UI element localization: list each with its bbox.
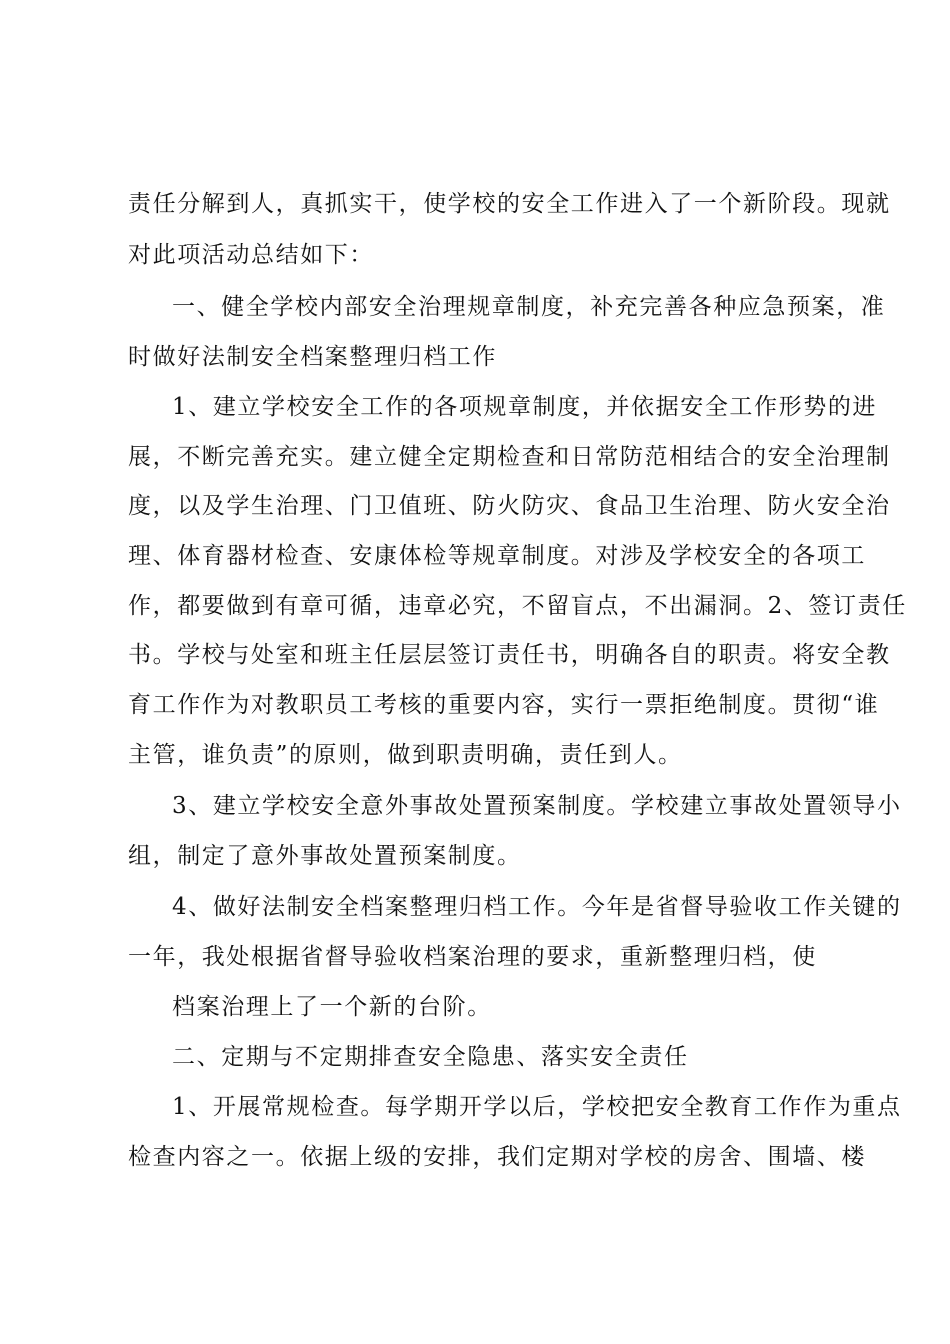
text-line: 度，以及学生治理、门卫值班、防火防灾、食品卫生治理、防火安全治 xyxy=(128,493,891,519)
text-line: 作，都要做到有章可循，违章必究，不留盲点，不出漏洞。2、签订责任 xyxy=(128,593,907,619)
text-line: 4、做好法制安全档案整理归档工作。今年是省督导验收工作关键的 xyxy=(172,894,902,920)
text-line: 档案治理上了一个新的台阶。 xyxy=(172,994,492,1020)
text-line: 书。学校与处室和班主任层层签订责任书，明确各自的职责。将安全教 xyxy=(128,642,891,668)
text-line: 主管，谁负责”的原则，做到职责明确，责任到人。 xyxy=(128,742,683,768)
text-line: 1、建立学校安全工作的各项规章制度，并依据安全工作形势的进 xyxy=(172,394,878,420)
text-line: 责任分解到人，真抓实干，使学校的安全工作进入了一个新阶段。现就 xyxy=(128,191,891,217)
text-line: 一年，我处根据省督导验收档案治理的要求，重新整理归档，使 xyxy=(128,944,817,970)
text-line: 展，不断完善充实。建立健全定期检查和日常防范相结合的安全治理制 xyxy=(128,444,891,470)
text-line: 检查内容之一。依据上级的安排，我们定期对学校的房舍、围墙、楼 xyxy=(128,1144,866,1170)
text-line: 组，制定了意外事故处置预案制度。 xyxy=(128,843,522,869)
section-heading: 时做好法制安全档案整理归档工作 xyxy=(128,344,497,370)
text-line: 3、建立学校安全意外事故处置预案制度。学校建立事故处置领导小 xyxy=(172,793,902,819)
section-heading: 二、定期与不定期排查安全隐患、落实安全责任 xyxy=(172,1044,689,1070)
text-line: 对此项活动总结如下： xyxy=(128,242,374,268)
text-line: 理、体育器材检查、安康体检等规章制度。对涉及学校安全的各项工 xyxy=(128,543,866,569)
text-line: 育工作作为对教职员工考核的重要内容，实行一票拒绝制度。贯彻“谁 xyxy=(128,692,880,718)
section-heading: 一、健全学校内部安全治理规章制度，补充完善各种应急预案，准 xyxy=(172,294,886,320)
text-line: 1、开展常规检查。每学期开学以后，学校把安全教育工作作为重点 xyxy=(172,1094,902,1120)
